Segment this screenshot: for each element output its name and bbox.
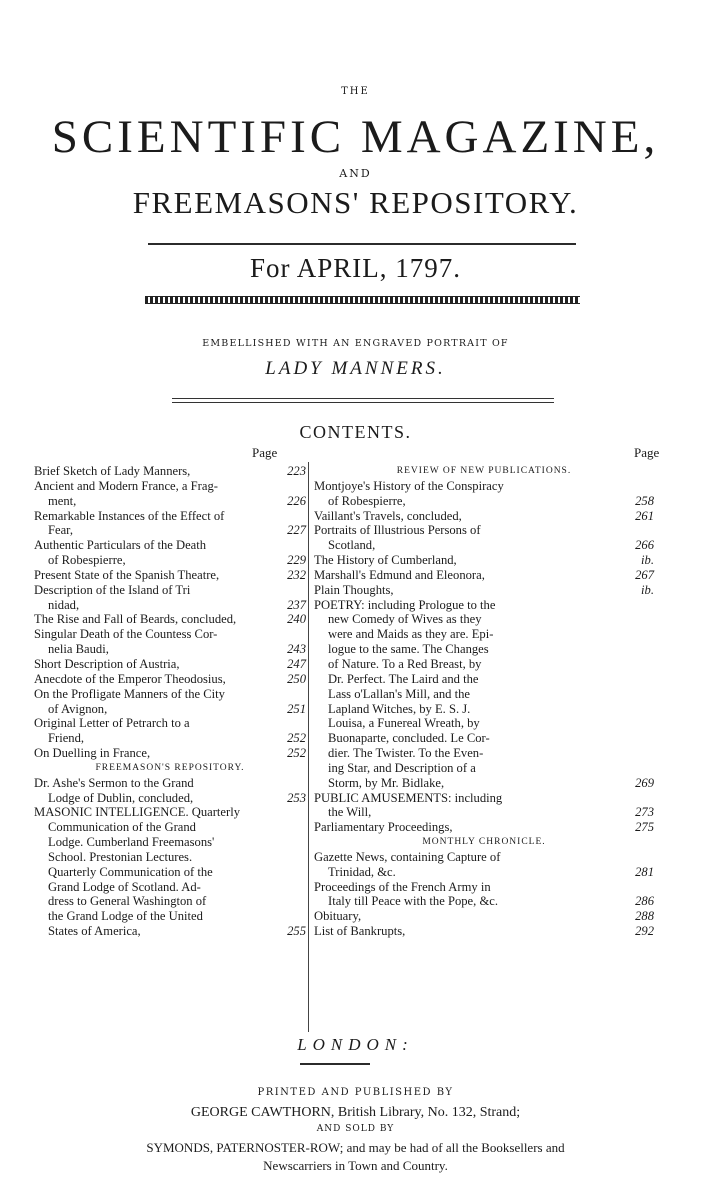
contents-entry bbox=[34, 924, 306, 939]
contents-entry bbox=[314, 568, 654, 583]
contents-entry-page: 273 bbox=[635, 805, 654, 820]
contents-entry bbox=[34, 612, 306, 627]
imprint-printer: GEORGE CAWTHORN, British Library, No. 132, Strand; bbox=[190, 1105, 521, 1120]
rule-divider-top bbox=[148, 243, 576, 245]
contents-entry bbox=[314, 612, 654, 627]
contents-entry bbox=[34, 820, 306, 835]
contents-entry bbox=[314, 805, 654, 820]
contents-entry bbox=[34, 731, 306, 746]
contents-entry-title: Dr. Perfect. The Laird and the bbox=[328, 671, 479, 686]
contents-entry-title: Communication of the Grand bbox=[48, 820, 196, 835]
contents-entry-page: 281 bbox=[635, 864, 654, 879]
contents-entry bbox=[314, 523, 654, 538]
contents-entry-page: 269 bbox=[635, 775, 654, 790]
contents-entry-title: Scotland, bbox=[328, 538, 376, 553]
contents-entry bbox=[34, 627, 306, 642]
contents-entry bbox=[34, 479, 306, 494]
contents-entry bbox=[314, 657, 654, 672]
contents-entry-title: On the Profligate Manners of the City bbox=[34, 686, 225, 701]
contents-entry bbox=[314, 865, 654, 880]
contents-entry-title: The Rise and Fall of Beards, concluded, bbox=[34, 612, 237, 627]
contents-entry-title: Gazette News, containing Capture of bbox=[314, 849, 501, 864]
contents-entry bbox=[314, 598, 654, 613]
contents-entry-title: Brief Sketch of Lady Manners, bbox=[34, 464, 191, 478]
contents-entry-title: Proceedings of the French Army in bbox=[314, 879, 491, 894]
contents-entry bbox=[314, 479, 654, 494]
contents-entry-title: On Duelling in France, bbox=[34, 746, 151, 761]
contents-entry-title: Authentic Particulars of the Death bbox=[34, 538, 207, 553]
contents-entry-title: Remarkable Instances of the Effect of bbox=[34, 508, 225, 523]
magazine-title: SCIENTIFIC MAGAZINE, bbox=[51, 111, 660, 163]
contents-entry-title: Marshall's Edmund and Eleonora, bbox=[314, 567, 485, 582]
contents-entry-page: 288 bbox=[635, 909, 654, 924]
contents-entry-page: 240 bbox=[287, 612, 306, 627]
contents-entry bbox=[314, 731, 654, 746]
contents-entry bbox=[314, 702, 654, 717]
contents-entry-title: dress to General Washington of bbox=[48, 894, 207, 909]
contents-entry bbox=[314, 464, 654, 479]
contents-entry-page: 227 bbox=[287, 523, 306, 538]
contents-entry bbox=[314, 509, 654, 524]
contents-entry-title: Vaillant's Travels, concluded, bbox=[314, 508, 462, 523]
contents-entry-title: MASONIC INTELLIGENCE. Quarterly bbox=[34, 805, 241, 820]
contents-entry bbox=[34, 657, 306, 672]
contents-entry-page: 237 bbox=[287, 597, 306, 612]
contents-entry-title: ment, bbox=[48, 493, 77, 508]
rule-divider-mid-2 bbox=[172, 402, 554, 403]
page-label-left: Page bbox=[252, 445, 278, 460]
contents-entry bbox=[34, 509, 306, 524]
contents-entry-title: were and Maids as they are. Epi- bbox=[328, 627, 494, 642]
contents-entry bbox=[314, 672, 654, 687]
rule-divider-mid bbox=[172, 398, 554, 399]
contents-entry-title: of Avignon, bbox=[48, 701, 108, 716]
contents-entry-page: 266 bbox=[635, 538, 654, 553]
imprint-city: LONDON: bbox=[297, 1035, 414, 1054]
rule-divider-imprint bbox=[300, 1063, 370, 1065]
contents-entry bbox=[34, 598, 306, 613]
contents-entry-page: 223 bbox=[287, 464, 306, 478]
contents-entry bbox=[314, 791, 654, 806]
contents-entry bbox=[34, 583, 306, 598]
contents-entry-title: Anecdote of the Emperor Theodosius, bbox=[34, 671, 226, 686]
contents-entry-title: logue to the same. The Changes bbox=[328, 642, 489, 657]
contents-entry bbox=[314, 894, 654, 909]
contents-entry bbox=[314, 494, 654, 509]
contents-entry-page: ib. bbox=[641, 582, 654, 597]
contents-entry-title: Quarterly Communication of the bbox=[48, 864, 213, 879]
contents-entry bbox=[34, 523, 306, 538]
contents-entry-title: Obituary, bbox=[314, 909, 362, 924]
contents-entry-page: 252 bbox=[287, 731, 306, 746]
contents-entry-title: Short Description of Austria, bbox=[34, 656, 180, 671]
imprint-seller-line2: Newscarriers in Town and Country. bbox=[263, 1158, 448, 1173]
embellishment-note: EMBELLISHED WITH AN ENGRAVED PORTRAIT OF bbox=[202, 338, 509, 349]
contents-entry-title: the Will, bbox=[328, 805, 372, 820]
contents-entry-title: Parliamentary Proceedings, bbox=[314, 820, 453, 835]
ornamental-divider bbox=[145, 296, 580, 304]
contents-entry-title: ing Star, and Description of a bbox=[328, 760, 476, 775]
contents-entry-title: Storm, by Mr. Bidlake, bbox=[328, 775, 445, 790]
contents-entry-title: Montjoye's History of the Conspiracy bbox=[314, 478, 504, 493]
contents-entry-title: MONTHLY CHRONICLE. bbox=[422, 837, 546, 848]
contents-entry-title: Portraits of Illustrious Persons of bbox=[314, 523, 481, 538]
contents-entry bbox=[314, 924, 654, 939]
contents-entry-page: 267 bbox=[635, 567, 654, 582]
contents-entry-page: 252 bbox=[287, 746, 306, 761]
contents-entry bbox=[314, 583, 654, 598]
contents-entry bbox=[34, 702, 306, 717]
contents-entry-title: of Robespierre, bbox=[328, 493, 406, 508]
contents-entry-page: 261 bbox=[635, 508, 654, 523]
contents-entry bbox=[34, 835, 306, 850]
contents-entry-title: Present State of the Spanish Theatre, bbox=[34, 567, 220, 582]
contents-entry-title: Italy till Peace with the Pope, &c. bbox=[328, 894, 498, 909]
page-label-right: Page bbox=[634, 445, 660, 460]
magazine-subtitle: FREEMASONS' REPOSITORY. bbox=[132, 185, 579, 220]
contents-entry-title: Dr. Ashe's Sermon to the Grand bbox=[34, 775, 194, 790]
portrait-subject: LADY MANNERS. bbox=[265, 358, 446, 379]
title-article: THE bbox=[341, 86, 370, 97]
contents-entry-title: List of Bankrupts, bbox=[314, 924, 406, 939]
contents-entry-page: 253 bbox=[287, 790, 306, 805]
contents-entry bbox=[314, 553, 654, 568]
contents-entry bbox=[34, 791, 306, 806]
contents-entry-title: Original Letter of Petrarch to a bbox=[34, 716, 190, 731]
contents-entry bbox=[314, 880, 654, 895]
contents-entry bbox=[34, 850, 306, 865]
contents-entry bbox=[34, 716, 306, 731]
contents-entry-page: 292 bbox=[635, 924, 654, 939]
contents-entry bbox=[34, 464, 306, 479]
contents-entry-title: Lodge. Cumberland Freemasons' bbox=[48, 835, 215, 850]
contents-entry bbox=[34, 642, 306, 657]
contents-entry-page: 286 bbox=[635, 894, 654, 909]
contents-entry-title: Trinidad, &c. bbox=[328, 864, 396, 879]
contents-entry-page: 258 bbox=[635, 493, 654, 508]
contents-entry-title: Grand Lodge of Scotland. Ad- bbox=[48, 879, 201, 894]
contents-entry bbox=[34, 538, 306, 553]
contents-entry-title: Plain Thoughts, bbox=[314, 582, 394, 597]
contents-entry-title: Description of the Island of Tri bbox=[34, 582, 191, 597]
contents-entry-title: Louisa, a Funereal Wreath, by bbox=[328, 716, 480, 731]
contents-entry-title: Singular Death of the Countess Cor- bbox=[34, 627, 218, 642]
contents-entry-page: 247 bbox=[287, 656, 306, 671]
contents-entry bbox=[34, 909, 306, 924]
contents-entry-page: 250 bbox=[287, 671, 306, 686]
contents-entry bbox=[34, 776, 306, 791]
contents-entry bbox=[314, 776, 654, 791]
contents-entry bbox=[34, 672, 306, 687]
contents-heading: CONTENTS. bbox=[299, 422, 412, 442]
contents-entry-page: 229 bbox=[287, 553, 306, 568]
contents-entry-title: new Comedy of Wives as they bbox=[328, 612, 482, 627]
contents-entry bbox=[34, 805, 306, 820]
contents-entry bbox=[314, 761, 654, 776]
contents-entry-page: 232 bbox=[287, 567, 306, 582]
contents-entry bbox=[34, 746, 306, 761]
title-conjunction: AND bbox=[339, 167, 372, 180]
contents-left-column bbox=[34, 464, 306, 939]
contents-entry-title: REVIEW OF NEW PUBLICATIONS. bbox=[396, 466, 572, 476]
contents-entry-title: States of America, bbox=[48, 924, 141, 939]
imprint-printed: PRINTED AND PUBLISHED BY bbox=[257, 1087, 454, 1098]
contents-entry-title: PUBLIC AMUSEMENTS: including bbox=[314, 790, 503, 805]
contents-entry-title: Friend, bbox=[48, 731, 85, 746]
contents-entry bbox=[314, 687, 654, 702]
contents-entry-title: POETRY: including Prologue to the bbox=[314, 597, 496, 612]
contents-entry bbox=[314, 850, 654, 865]
contents-entry-title: nelia Baudi, bbox=[48, 642, 109, 657]
contents-entry bbox=[34, 865, 306, 880]
contents-entry bbox=[34, 494, 306, 509]
contents-entry-title: The History of Cumberland, bbox=[314, 553, 457, 568]
contents-entry-title: Buonaparte, concluded. Le Cor- bbox=[328, 731, 490, 746]
contents-entry bbox=[34, 553, 306, 568]
contents-entry bbox=[34, 687, 306, 702]
contents-entry-title: of Nature. To a Red Breast, by bbox=[328, 656, 482, 671]
contents-entry bbox=[34, 568, 306, 583]
contents-entry-page: 275 bbox=[635, 820, 654, 835]
contents-entry-page: 255 bbox=[287, 924, 306, 939]
contents-entry-page: ib. bbox=[641, 553, 654, 568]
contents-entry bbox=[314, 909, 654, 924]
contents-entry-title: the Grand Lodge of the United bbox=[48, 909, 203, 924]
contents-entry bbox=[314, 716, 654, 731]
contents-entry-title: Lapland Witches, by E. S. J. bbox=[328, 701, 471, 716]
contents-entry-page: 251 bbox=[287, 701, 306, 716]
column-divider bbox=[308, 462, 309, 1032]
contents-entry bbox=[34, 894, 306, 909]
contents-entry-title: Fear, bbox=[48, 523, 74, 538]
contents-entry-title: dier. The Twister. To the Even- bbox=[328, 746, 484, 761]
contents-entry bbox=[314, 627, 654, 642]
contents-entry bbox=[314, 746, 654, 761]
contents-entry-title: Lodge of Dublin, concluded, bbox=[48, 790, 194, 805]
contents-entry-title: Lass o'Lallan's Mill, and the bbox=[328, 686, 470, 701]
contents-entry-page: 226 bbox=[287, 493, 306, 508]
imprint-sold-by: AND SOLD BY bbox=[316, 1124, 395, 1134]
contents-entry bbox=[34, 761, 306, 776]
contents-right-column bbox=[314, 464, 654, 939]
contents-entry-title: nidad, bbox=[48, 597, 80, 612]
issue-date: For APRIL, 1797. bbox=[249, 253, 462, 283]
contents-entry-title: Ancient and Modern France, a Frag- bbox=[34, 478, 218, 493]
contents-entry-title: of Robespierre, bbox=[48, 553, 126, 568]
imprint-seller: SYMONDS, PATERNOSTER-ROW; and may be had of all the Booksellers and bbox=[146, 1140, 565, 1155]
contents-entry-page: 243 bbox=[287, 642, 306, 657]
contents-entry-title: School. Prestonian Lectures. bbox=[48, 849, 193, 864]
contents-entry-title: FREEMASON'S REPOSITORY. bbox=[95, 762, 245, 773]
contents-entry bbox=[314, 820, 654, 835]
contents-entry bbox=[34, 880, 306, 895]
contents-entry bbox=[314, 538, 654, 553]
contents-entry bbox=[314, 835, 654, 850]
contents-entry bbox=[314, 642, 654, 657]
